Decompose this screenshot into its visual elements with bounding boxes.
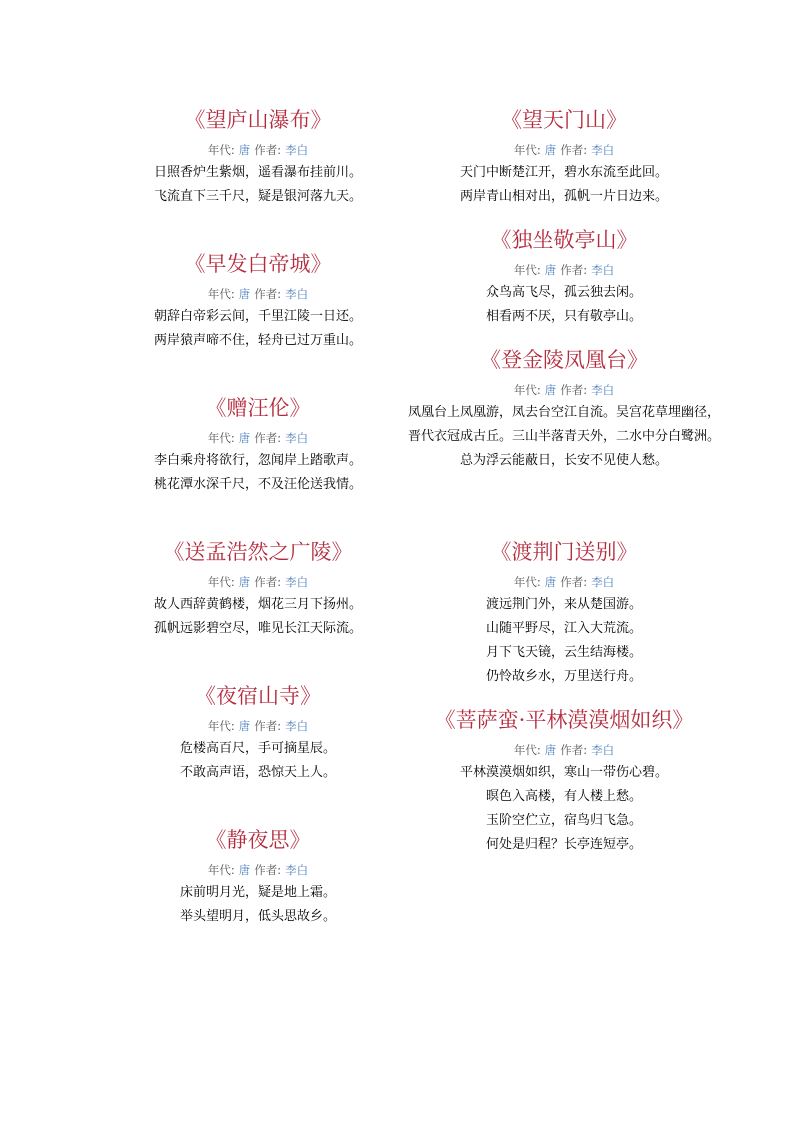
poem	[93, 536, 423, 641]
poem-lines	[399, 593, 729, 689]
poem-lines	[93, 161, 423, 209]
poem-title: 《送孟浩然之广陵》	[163, 540, 353, 564]
poem	[399, 536, 729, 689]
author-label: 作者:	[254, 719, 282, 733]
dynasty-label: 年代:	[513, 743, 541, 757]
poem-title: 《菩萨蛮·平林漠漠烟如织》	[434, 708, 694, 732]
poem-title: 《夜宿山寺》	[195, 684, 321, 708]
author-link[interactable]: 李白	[285, 575, 309, 589]
poem-title: 《独坐敬亭山》	[490, 228, 638, 252]
poem-lines	[93, 305, 423, 353]
dynasty-link[interactable]: 唐	[238, 719, 251, 733]
dynasty-label: 年代:	[513, 383, 541, 397]
poem-lines	[399, 401, 729, 473]
poem	[399, 224, 729, 329]
dynasty-label: 年代:	[207, 431, 235, 445]
poem-title: 《早发白帝城》	[184, 252, 332, 276]
poem-meta	[93, 859, 423, 881]
poem-meta	[93, 139, 423, 161]
poem-line: 举头望明月，低头思故乡。	[179, 909, 336, 924]
poem-line: 李白乘舟将欲行，忽闻岸上踏歌声。	[153, 453, 362, 468]
author-link[interactable]: 李白	[285, 287, 309, 301]
poem-lines	[399, 761, 729, 857]
poem	[399, 104, 729, 209]
author-link[interactable]: 李白	[591, 383, 615, 397]
poem-line: 不敢高声语，恐惊天上人。	[179, 765, 336, 780]
poem-title: 《静夜思》	[205, 828, 311, 852]
dynasty-label: 年代:	[207, 575, 235, 589]
poem-line: 两岸猿声啼不住，轻舟已过万重山。	[153, 333, 362, 348]
poem-line: 暝色入高楼，有人楼上愁。	[485, 789, 642, 804]
poem-line: 众鸟高飞尽，孤云独去闲。	[485, 285, 642, 300]
dynasty-link[interactable]: 唐	[544, 383, 557, 397]
dynasty-link[interactable]: 唐	[544, 743, 557, 757]
dynasty-link[interactable]: 唐	[238, 863, 251, 877]
poem	[399, 704, 729, 857]
poem-line: 山随平野尽，江入大荒流。	[485, 621, 642, 636]
poem-line: 桃花潭水深千尺，不及汪伦送我情。	[153, 477, 362, 492]
poem-lines	[93, 881, 423, 929]
author-label: 作者:	[254, 143, 282, 157]
poem-line: 晋代衣冠成古丘。三山半落青天外，二水中分白鹭洲。	[407, 429, 720, 444]
poem-lines	[399, 281, 729, 329]
poem-line: 朝辞白帝彩云间，千里江陵一日还。	[153, 309, 362, 324]
poem-line: 玉阶空伫立，宿鸟归飞急。	[485, 813, 642, 828]
author-link[interactable]: 李白	[285, 863, 309, 877]
poem-line: 危楼高百尺，手可摘星辰。	[179, 741, 336, 756]
author-link[interactable]: 李白	[285, 719, 309, 733]
dynasty-link[interactable]: 唐	[238, 287, 251, 301]
author-label: 作者:	[254, 431, 282, 445]
poem-title: 《登金陵凤凰台》	[480, 348, 648, 372]
dynasty-label: 年代:	[207, 287, 235, 301]
poem-line: 相看两不厌，只有敬亭山。	[485, 309, 642, 324]
poem	[93, 680, 423, 785]
dynasty-label: 年代:	[207, 143, 235, 157]
author-link[interactable]: 李白	[591, 743, 615, 757]
poem-title: 《望天门山》	[501, 108, 627, 132]
poem-meta	[399, 259, 729, 281]
poem-line: 孤帆远影碧空尽，唯见长江天际流。	[153, 621, 362, 636]
poem-line: 月下飞天镜，云生结海楼。	[485, 645, 642, 660]
dynasty-link[interactable]: 唐	[238, 143, 251, 157]
poem-title: 《赠汪伦》	[205, 396, 311, 420]
poem-meta	[399, 139, 729, 161]
poem	[93, 392, 423, 497]
author-label: 作者:	[560, 743, 588, 757]
poem-meta	[399, 571, 729, 593]
author-link[interactable]: 李白	[591, 575, 615, 589]
author-label: 作者:	[560, 263, 588, 277]
poem-lines	[93, 737, 423, 785]
poem-line: 故人西辞黄鹤楼，烟花三月下扬州。	[153, 597, 362, 612]
dynasty-label: 年代:	[513, 575, 541, 589]
dynasty-link[interactable]: 唐	[544, 575, 557, 589]
poem-line: 日照香炉生紫烟，遥看瀑布挂前川。	[153, 165, 362, 180]
author-link[interactable]: 李白	[591, 143, 615, 157]
dynasty-label: 年代:	[513, 263, 541, 277]
poem	[93, 824, 423, 929]
author-label: 作者:	[254, 575, 282, 589]
poem-meta	[93, 715, 423, 737]
poem-line: 平林漠漠烟如织，寒山一带伤心碧。	[459, 765, 668, 780]
poem-lines	[399, 161, 729, 209]
poem-meta	[93, 427, 423, 449]
dynasty-label: 年代:	[207, 863, 235, 877]
poem-line: 何处是归程？长亭连短亭。	[485, 837, 642, 852]
poem-meta	[93, 283, 423, 305]
poem-meta	[93, 571, 423, 593]
author-label: 作者:	[254, 287, 282, 301]
poem-line: 凤凰台上凤凰游，凤去台空江自流。吴宫花草埋幽径，	[407, 405, 720, 420]
poem-line: 飞流直下三千尺，疑是银河落九天。	[153, 189, 362, 204]
dynasty-label: 年代:	[513, 143, 541, 157]
poem-line: 仍怜故乡水，万里送行舟。	[485, 669, 642, 684]
poem-title: 《渡荆门送别》	[490, 540, 638, 564]
poem-line: 渡远荆门外，来从楚国游。	[485, 597, 642, 612]
poem-lines	[93, 449, 423, 497]
poem	[93, 104, 423, 209]
dynasty-link[interactable]: 唐	[544, 263, 557, 277]
author-label: 作者:	[560, 143, 588, 157]
poem-line: 两岸青山相对出，孤帆一片日边来。	[459, 189, 668, 204]
poem	[93, 248, 423, 353]
author-link[interactable]: 李白	[591, 263, 615, 277]
author-label: 作者:	[560, 575, 588, 589]
dynasty-label: 年代:	[207, 719, 235, 733]
poem-meta	[399, 379, 729, 401]
author-label: 作者:	[254, 863, 282, 877]
dynasty-link[interactable]: 唐	[238, 575, 251, 589]
poem-line: 天门中断楚江开，碧水东流至此回。	[459, 165, 668, 180]
dynasty-link[interactable]: 唐	[238, 431, 251, 445]
poem-line: 总为浮云能蔽日，长安不见使人愁。	[459, 453, 668, 468]
poem	[399, 344, 729, 473]
poem-line: 床前明月光，疑是地上霜。	[179, 885, 336, 900]
author-link[interactable]: 李白	[285, 431, 309, 445]
poem-title: 《望庐山瀑布》	[184, 108, 332, 132]
author-link[interactable]: 李白	[285, 143, 309, 157]
author-label: 作者:	[560, 383, 588, 397]
dynasty-link[interactable]: 唐	[544, 143, 557, 157]
poem-meta	[399, 739, 729, 761]
poem-lines	[93, 593, 423, 641]
